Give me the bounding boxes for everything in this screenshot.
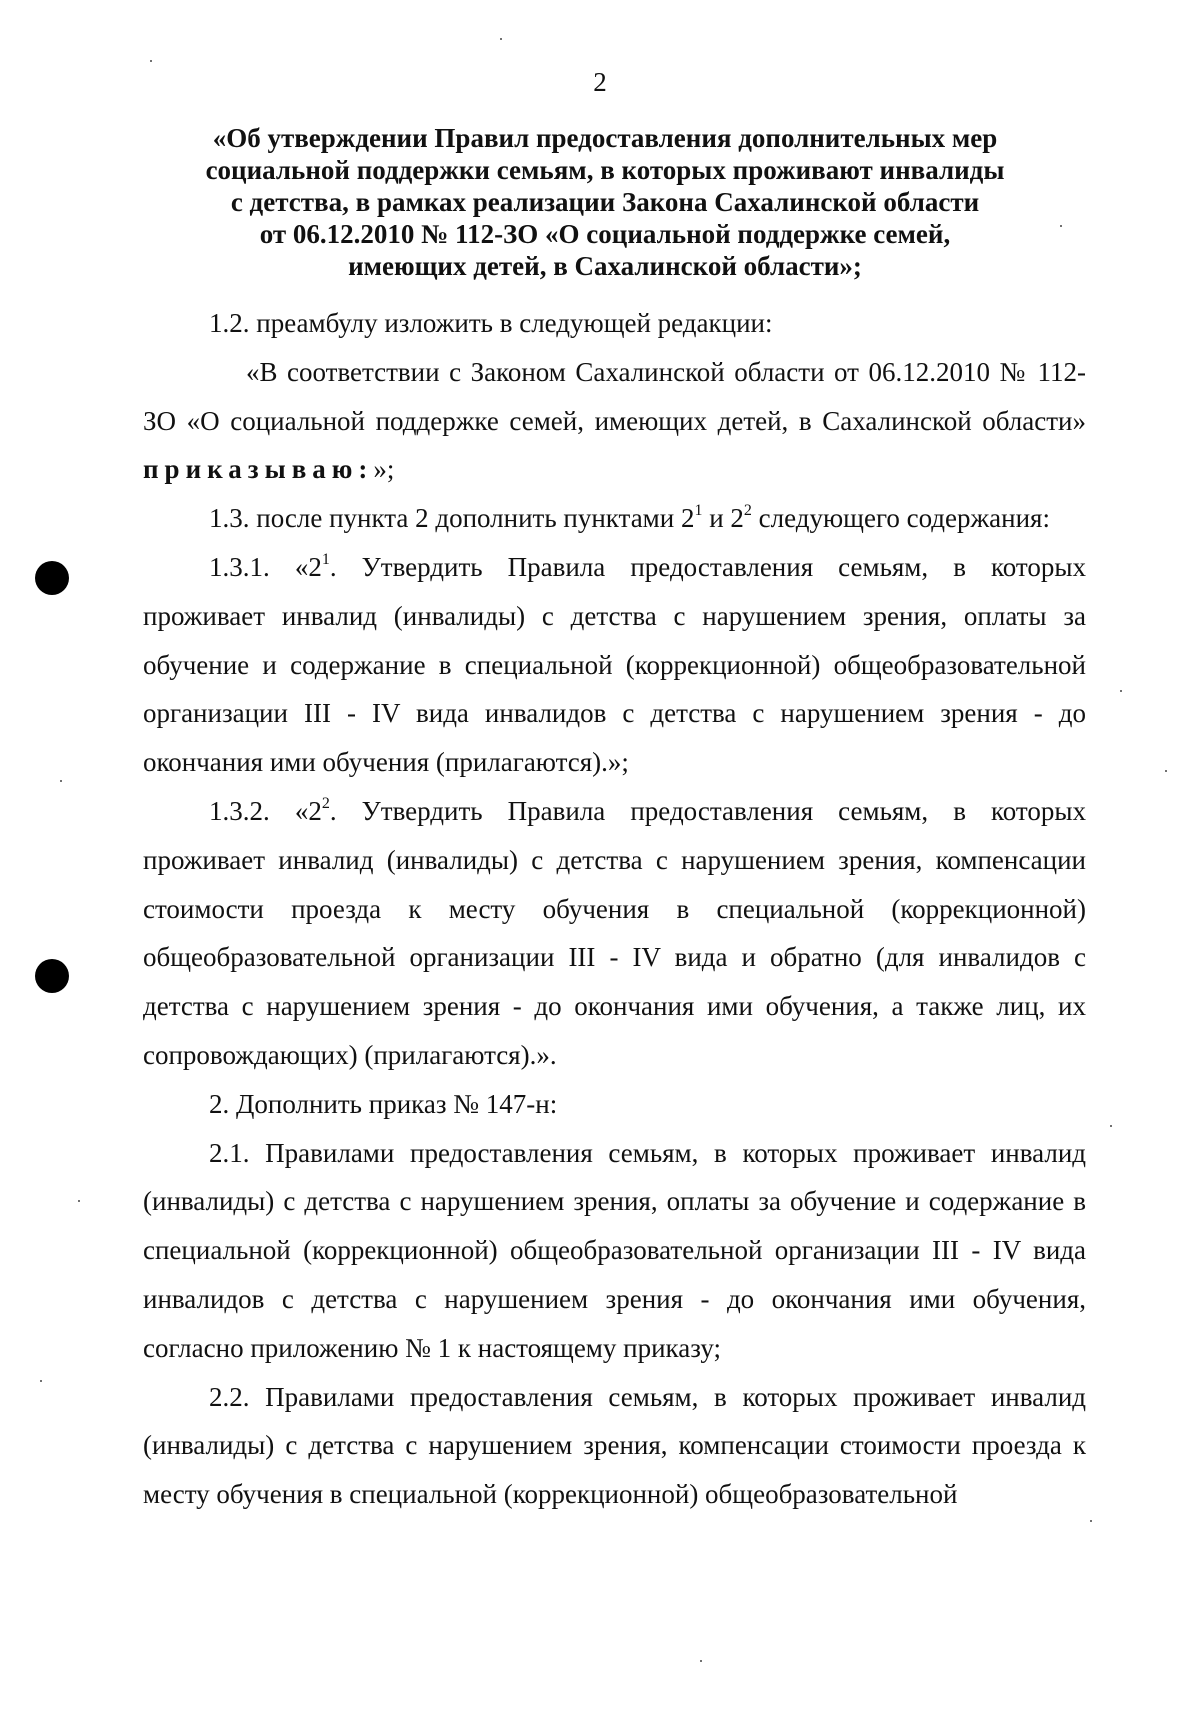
scan-speck <box>1090 1520 1092 1522</box>
p-1-3-text-b: и 2 <box>702 503 744 534</box>
p-1-3-1-text-a: 1.3.1. «2 <box>209 551 322 582</box>
paragraph-2-1: 2.1. Правилами предоставления семьям, в которых проживает инвалид (инвалиды) с детства с нарушением зрения, оплаты за обучение и содержание в специальной (коррекционной) общеобразовательной организации III - IV вида инвалидов с детства с нарушением зрения - до окончания ими обучения, согласно приложению № 1 к настоящему приказу; <box>143 1137 1086 1363</box>
p-1-3-2-text-b: . Утвердить Правила предоставления семьям, в которых проживает инвалид (инвалиды) с детства с нарушением зрения, компенсации стоимости проезда к месту обучения в специальной (коррекционной) общеобразовательной организации III - IV вида и обратно (для инвалидов с детства с нарушением зрения - до окончания ими обучения, а также лиц, их сопровождающих) (прилагаются).». <box>143 795 1087 1070</box>
p-1-3-text-c: следующего содержания: <box>751 503 1050 534</box>
p-1-3-sup-2: 2 <box>743 502 752 520</box>
title-line-2: социальной поддержки семьям, в которых проживают инвалиды <box>205 155 1005 185</box>
scan-speck <box>150 60 152 62</box>
scan-speck <box>1165 770 1167 772</box>
title-line-4: от 06.12.2010 № 112-ЗО «О социальной поддержке семей, <box>259 219 951 249</box>
paragraph-2-2: 2.2. Правилами предоставления семьям, в которых проживает инвалид (инвалиды) с детства с нарушением зрения, компенсации стоимости проезда к месту обучения в специальной (коррекционной) общеобразовательной <box>143 1381 1086 1510</box>
p-1-3-1-sup: 1 <box>321 550 330 568</box>
paragraph-1-3-1 <box>143 543 1086 787</box>
title-line-5: имеющих детей, в Сахалинской области»; <box>348 251 862 281</box>
scan-speck <box>1110 1125 1112 1127</box>
document-body <box>143 299 1086 1519</box>
p-1-3-text-a: 1.3. после пункта 2 дополнить пунктами 2 <box>209 503 695 534</box>
scan-speck <box>78 1200 80 1202</box>
p-1-3-sup-1: 1 <box>694 502 703 520</box>
punch-hole-upper <box>35 561 69 595</box>
title-line-3: с детства, в рамках реализации Закона Сахалинской области <box>230 187 980 217</box>
scan-speck <box>1120 690 1122 692</box>
p-1-3-2-text-a: 1.3.2. «2 <box>209 795 322 826</box>
scan-speck <box>700 1660 702 1662</box>
p-1-3-2-sup: 2 <box>321 794 330 812</box>
paragraph-1-3 <box>143 494 1086 543</box>
paragraph-quote <box>143 348 1086 494</box>
quote-text: «В соответствии с Законом Сахалинской области от 06.12.2010 № 112-ЗО «О социальной поддержке семей, имеющих детей, в Сахалинской области» <box>143 356 1086 436</box>
scan-speck <box>40 1380 42 1382</box>
title-line-1: «Об утверждении Правил предоставления дополнительных мер <box>212 123 998 153</box>
page-number: 2 <box>593 67 607 97</box>
quote-end: »; <box>373 454 395 485</box>
scan-speck <box>500 38 502 40</box>
scan-speck <box>1060 225 1062 227</box>
scan-speck <box>60 780 62 782</box>
p-1-3-1-text-b: . Утвердить Правила предоставления семьям, в которых проживает инвалид (инвалиды) с детства с нарушением зрения, оплаты за обучение и содержание в специальной (коррекционной) общеобразовательной организации III - IV вида инвалидов с детства с нарушением зрения - до окончания ими обучения (прилагаются).»; <box>143 551 1087 778</box>
quote-order-word: приказываю: <box>143 454 374 485</box>
paragraph-1-2: 1.2. преамбулу изложить в следующей редакции: <box>209 308 773 338</box>
punch-hole-lower <box>35 959 69 993</box>
paragraph-1-3-2 <box>143 787 1086 1080</box>
document-title <box>160 122 1050 282</box>
paragraph-2: 2. Дополнить приказ № 147-н: <box>209 1088 558 1119</box>
